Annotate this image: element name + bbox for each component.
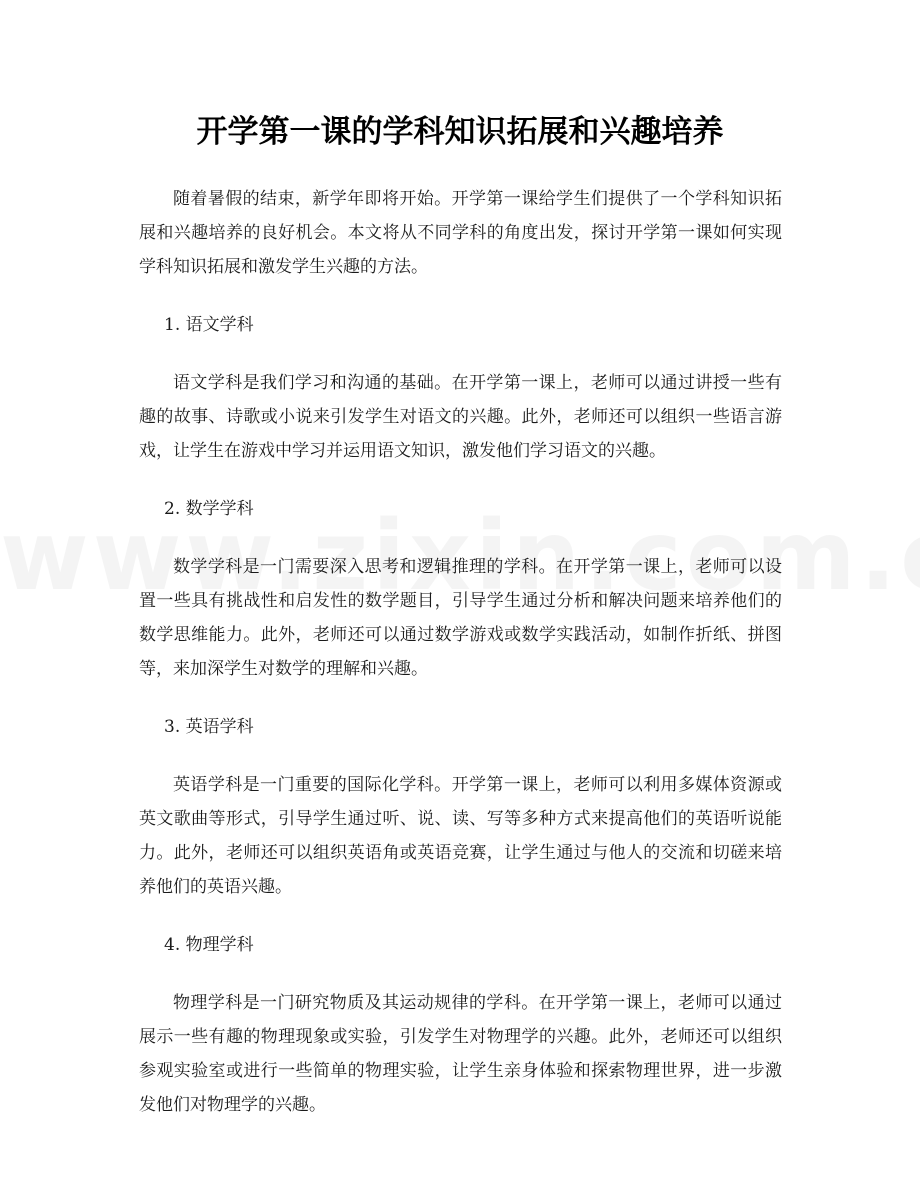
section-heading-english: 3. 英语学科 xyxy=(164,717,254,737)
section-heading-physics: 4. 物理学科 xyxy=(164,935,254,955)
section-body-english: 英语学科是一门重要的国际化学科。开学第一课上，老师可以利用多媒体资源或英文歌曲等形式，引导学生通过听、说、读、写等多种方式来提高他们的英语听说能力。此外，老师还可以组织英语角或英语竞赛，让学生通过与他人的交流和切磋来培养他们的英语兴趣。 xyxy=(139,775,782,897)
intro-paragraph: 随着暑假的结束，新学年即将开始。开学第一课给学生们提供了一个学科知识拓展和兴趣培养的良好机会。本文将从不同学科的角度出发，探讨开学第一课如何实现学科知识拓展和激发学生兴趣的方法。 xyxy=(139,189,782,277)
section-body-chinese: 语文学科是我们学习和沟通的基础。在开学第一课上，老师可以通过讲授一些有趣的故事、诗歌或小说来引发学生对语文的兴趣。此外，老师还可以组织一些语言游戏，让学生在游戏中学习并运用语文知识，激发他们学习语文的兴趣。 xyxy=(139,373,782,461)
section-heading-chinese: 1. 语文学科 xyxy=(164,315,254,335)
document-body xyxy=(139,182,782,1146)
section-body-math: 数学学科是一门需要深入思考和逻辑推理的学科。在开学第一课上，老师可以设置一些具有挑战性和启发性的数学题目，引导学生通过分析和解决问题来培养他们的数学思维能力。此外，老师还可以通过数学游戏或数学实践活动，如制作折纸、拼图等，来加深学生对数学的理解和兴趣。 xyxy=(139,557,782,679)
document-title: 开学第一课的学科知识拓展和兴趣培养 xyxy=(196,114,724,150)
section-body-physics: 物理学科是一门研究物质及其运动规律的学科。在开学第一课上，老师可以通过展示一些有趣的物理现象或实验，引发学生对物理学的兴趣。此外，老师还可以组织参观实验室或进行一些简单的物理实验，让学生亲身体验和探索物理世界，进一步激发他们对物理学的兴趣。 xyxy=(139,993,782,1115)
section-heading-math: 2. 数学学科 xyxy=(164,499,254,519)
